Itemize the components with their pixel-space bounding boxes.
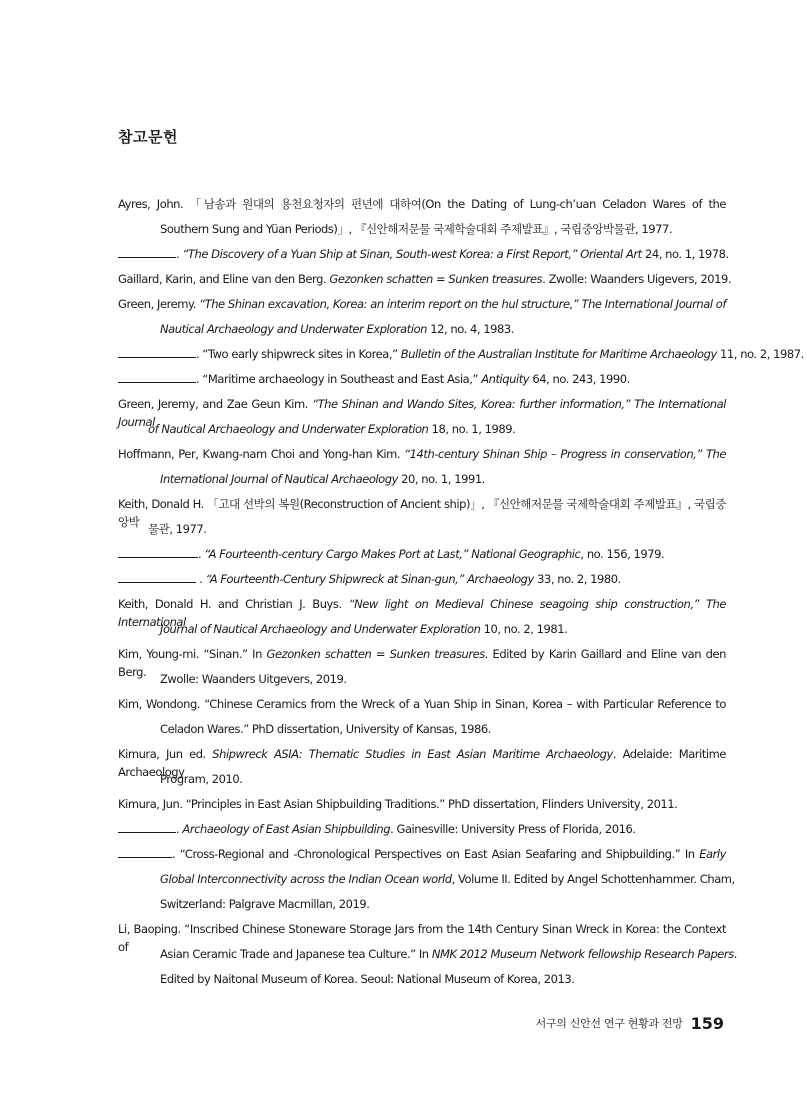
entry-line: Zwolle: Waanders Uitgevers, 2019. <box>160 672 347 687</box>
reference-entry <box>118 495 726 545</box>
entry-line: Hoffmann, Per, Kwang-nam Choi and Yong-han Kim. “14th-century Shinan Ship – Progress in conservation,” The <box>118 447 726 461</box>
entry-line: Southern Sung and Yüan Periods)」, 『신안해저문물 국제학술대회 주제발표』, 국립중앙박물관, 1977. <box>160 222 673 237</box>
repeat-author-dash <box>118 572 196 583</box>
entry-line: Ayres, John. 「남송과 원대의 용천요청자의 편년에 대하여(On the Dating of Lung-ch’uan Celadon Wares of the <box>118 197 726 211</box>
entry-line: Global Interconnectivity across the Indian Ocean world, Volume II. Edited by Angel Schottenhammer. Cham, <box>160 872 735 887</box>
reference-entry <box>118 795 726 820</box>
running-title: 서구의 신안선 연구 현황과 전망 <box>535 1017 683 1030</box>
reference-entry <box>118 445 726 495</box>
page-footer <box>0 1014 724 1033</box>
entry-line: Asian Ceramic Trade and Japanese tea Culture.” In NMK 2012 Museum Network fellowship Research Papers. <box>160 947 737 962</box>
page-title: 참고문헌 <box>118 128 178 146</box>
entry-line: Green, Jeremy, and Zae Geun Kim. “The Shinan and Wando Sites, Korea: further information,” The International Journal <box>118 397 726 429</box>
repeat-author-dash <box>118 547 198 558</box>
reference-entry <box>118 295 726 345</box>
reference-entry <box>118 245 729 270</box>
repeat-author-dash <box>118 372 196 383</box>
repeat-author-dash <box>118 347 196 358</box>
repeat-author-dash <box>118 847 172 858</box>
reference-entry <box>118 395 726 445</box>
reference-entry <box>118 370 726 395</box>
entry-line: Switzerland: Palgrave Macmillan, 2019. <box>160 897 370 912</box>
entry-line: Celadon Wares.” PhD dissertation, University of Kansas, 1986. <box>160 722 491 737</box>
reference-entry <box>118 845 735 921</box>
entry-line: . Archaeology of East Asian Shipbuilding. Gainesville: University Press of Florida, 2016. <box>118 820 726 845</box>
entry-line: International Journal of Nautical Archaeology 20, no. 1, 1991. <box>160 472 485 487</box>
repeat-author-dash <box>118 822 176 833</box>
entry-line: Edited by Naitonal Museum of Korea. Seoul: National Museum of Korea, 2013. <box>160 972 575 987</box>
entry-line: Journal of Nautical Archaeology and Underwater Exploration 10, no. 2, 1981. <box>160 622 568 637</box>
reference-entry <box>118 195 726 245</box>
entry-line: Keith, Donald H. 「고대 선박의 복원(Reconstruction of Ancient ship)」, 『신안해저문물 국제학술대회 주제발표』, 국립중앙박 <box>118 497 726 529</box>
reference-entry <box>118 570 726 595</box>
entry-line: . “A Fourteenth-century Cargo Makes Port at Last,” National Geographic, no. 156, 1979. <box>118 545 726 570</box>
reference-entry <box>118 745 726 795</box>
reference-entry <box>118 645 726 695</box>
entry-line: Keith, Donald H. and Christian J. Buys. “New light on Medieval Chinese seagoing ship construction,” The International <box>118 597 726 629</box>
reference-entry <box>118 920 737 996</box>
entry-line: 물관, 1977. <box>148 522 207 537</box>
entry-line: . “A Fourteenth-Century Shipwreck at Sinan-gun,” Archaeology 33, no. 2, 1980. <box>118 570 726 595</box>
reference-entry <box>118 595 726 645</box>
page-number: 159 <box>690 1014 724 1033</box>
entry-line: Nautical Archaeology and Underwater Exploration 12, no. 4, 1983. <box>160 322 514 337</box>
reference-entry <box>118 820 726 845</box>
reference-entry <box>118 270 732 295</box>
entry-line: . “The Discovery of a Yuan Ship at Sinan, South-west Korea: a First Report,” Oriental Art 24, no. 1, 1978. <box>118 245 726 270</box>
entry-line: . “Cross-Regional and -Chronological Perspectives on East Asian Seafaring and Shipbuilding.” In Early <box>118 845 726 870</box>
repeat-author-dash <box>118 247 176 258</box>
entry-line: Kim, Young-mi. “Sinan.” In Gezonken schatten = Sunken treasures. Edited by Karin Gaillard and Eline van den Berg. <box>118 647 726 679</box>
entry-line: Green, Jeremy. “The Shinan excavation, Korea: an interim report on the hul structure,” The International Journal of <box>118 297 726 311</box>
entry-line: Li, Baoping. “Inscribed Chinese Stoneware Storage Jars from the 14th Century Sinan Wreck in Korea: the Context of <box>118 922 726 954</box>
reference-entry <box>118 345 804 370</box>
entry-line: of Nautical Archaeology and Underwater Exploration 18, no. 1, 1989. <box>148 422 516 437</box>
entry-line: Gaillard, Karin, and Eline van den Berg. Gezonken schatten = Sunken treasures. Zwolle: Waanders Uigevers, 2019. <box>118 272 732 286</box>
entry-line: . “Maritime archaeology in Southeast and East Asia,” Antiquity 64, no. 243, 1990. <box>118 370 726 395</box>
entry-line: Program, 2010. <box>160 772 243 787</box>
entry-line: Kim, Wondong. “Chinese Ceramics from the Wreck of a Yuan Ship in Sinan, Korea – with Particular Reference to <box>118 697 726 711</box>
entry-line: . “Two early shipwreck sites in Korea,” Bulletin of the Australian Institute for Maritime Archaeology 11, no. 2, 1987. <box>118 345 726 370</box>
entry-line: Kimura, Jun. “Principles in East Asian Shipbuilding Traditions.” PhD dissertation, Flinders University, 2011. <box>118 797 678 811</box>
reference-entry <box>118 545 726 570</box>
reference-entry <box>118 695 726 745</box>
entry-line: Kimura, Jun ed. Shipwreck ASIA: Thematic Studies in East Asian Maritime Archaeology. Adelaide: Maritime Archaeology <box>118 747 726 779</box>
